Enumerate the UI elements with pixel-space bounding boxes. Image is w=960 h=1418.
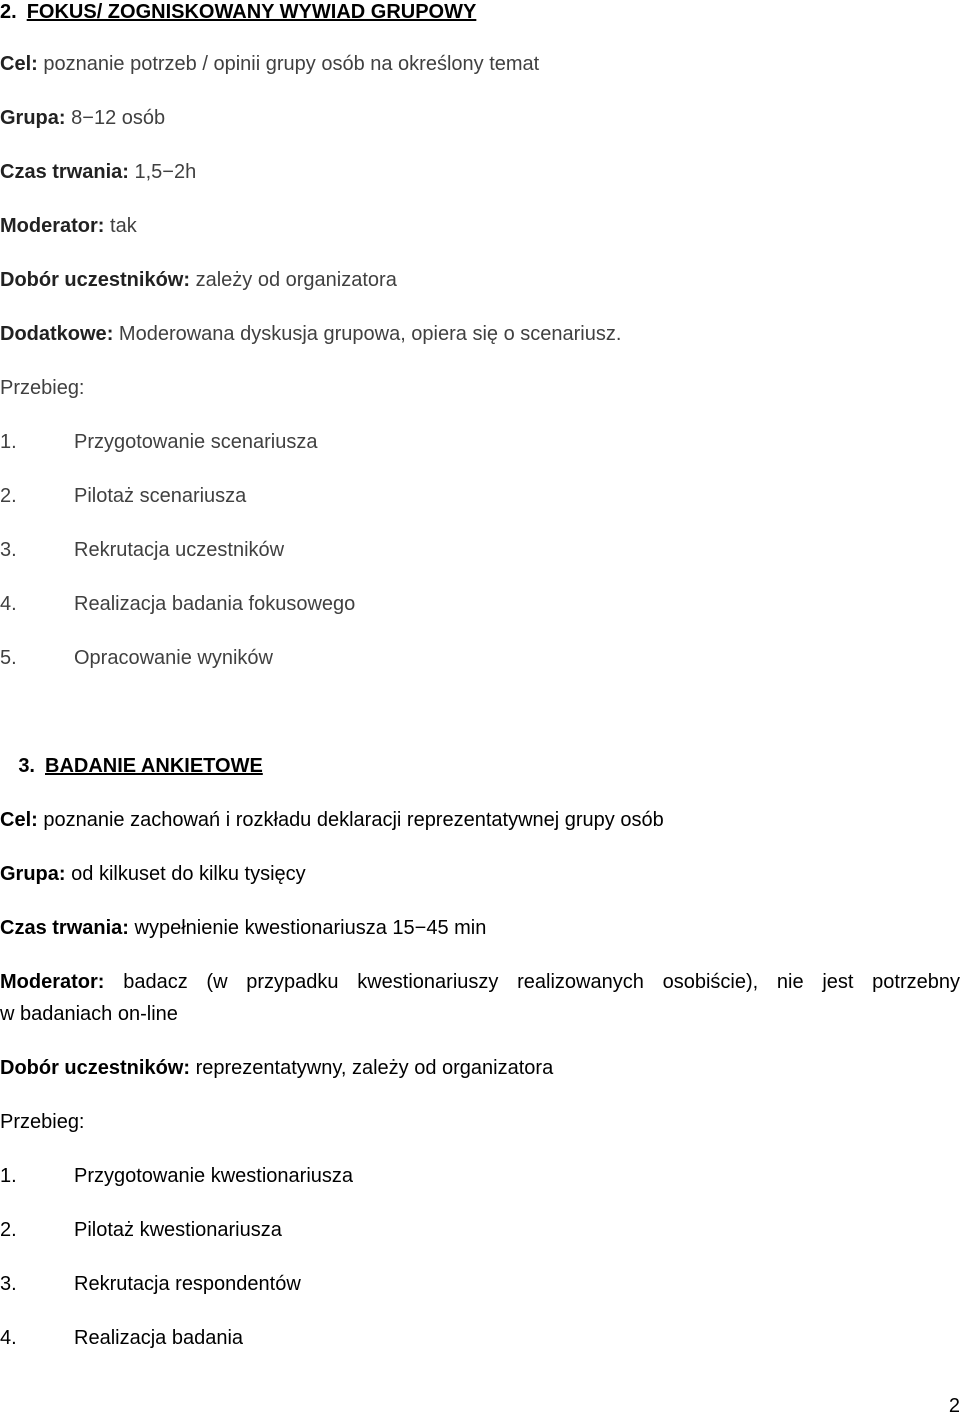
field-dobor-uczestnikow: Dobór uczestników: reprezentatywny, zależy od organizatora — [0, 1057, 554, 1079]
field-dodatkowe: Dodatkowe: Moderowana dyskusja grupowa, opiera się o scenariusz. — [0, 323, 622, 345]
list-item-number: 4. — [0, 1327, 17, 1349]
field-label: Cel — [0, 809, 32, 831]
field-label: Czas trwania — [0, 161, 123, 183]
list-item-text: Przygotowanie scenariusza — [74, 431, 318, 453]
field-label: Cel — [0, 53, 32, 75]
list-item-text: Pilotaż scenariusza — [74, 485, 247, 507]
list-item-text: Pilotaż kwestionariusza — [74, 1219, 282, 1241]
list-item-number: 1. — [0, 1165, 17, 1187]
section-heading — [0, 0, 960, 24]
field-label: Grupa — [0, 863, 59, 885]
field-value: reprezentatywny, zależy od organizatora — [195, 1057, 554, 1079]
list-item-text: Realizacja badania fokusowego — [74, 593, 356, 615]
field-value: Moderowana dyskusja grupowa, opiera się o scenariusz. — [118, 323, 622, 345]
section-heading — [0, 754, 960, 778]
field-label: Moderator — [0, 215, 98, 237]
list-item-number: 3. — [0, 1273, 17, 1295]
page-number: 2 — [948, 1395, 960, 1417]
field-grupa: Grupa: 8−12 osób — [0, 107, 166, 129]
field-label: Czas trwania — [0, 917, 123, 939]
list-item-number: 5. — [0, 647, 17, 669]
field-value: poznanie potrzeb / opinii grupy osób na określony temat — [43, 53, 540, 75]
list-item — [0, 1272, 960, 1296]
list-item-text: Przygotowanie kwestionariusza — [74, 1165, 354, 1187]
list-item-number: 4. — [0, 593, 17, 615]
field-grupa: Grupa: od kilkuset do kilku tysięcy — [0, 863, 306, 885]
list-item — [0, 1164, 960, 1188]
section-title: FOKUS/ ZOGNISKOWANY WYWIAD GRUPOWY — [26, 1, 477, 23]
field-value: badacz (w przypadku kwestionariuszy realizowanych osobiście), nie jest potrzebny — [123, 971, 960, 993]
field-value: 1,5−2h — [134, 161, 197, 183]
field-czas-trwania: Czas trwania: wypełnienie kwestionariusza 15−45 min — [0, 917, 487, 939]
list-item — [0, 430, 960, 454]
field-label: Dodatkowe — [0, 323, 107, 345]
field-label: Dobór uczestników — [0, 269, 184, 291]
field-value: zależy od organizatora — [195, 269, 397, 291]
field-moderator: Moderator: badacz (w przypadku kwestionariuszy realizowanych osobiście), nie jest potrzebny — [0, 971, 960, 993]
field-label: Grupa — [0, 107, 59, 129]
list-item-number: 2. — [0, 485, 17, 507]
section-title: BADANIE ANKIETOWE — [45, 755, 263, 777]
field-cel: Cel: poznanie zachowań i rozkładu deklaracji reprezentatywnej grupy osób — [0, 809, 664, 831]
field-cel: Cel: poznanie potrzeb / opinii grupy osób na określony temat — [0, 53, 540, 75]
przebieg-label: Przebieg: — [0, 1111, 85, 1133]
field-dobor-uczestnikow: Dobór uczestników: zależy od organizatora — [0, 269, 397, 291]
list-item — [0, 592, 960, 616]
list-item-text: Opracowanie wyników — [74, 647, 273, 669]
section-number: 3. — [18, 755, 35, 777]
field-value: poznanie zachowań i rozkładu deklaracji reprezentatywnej grupy osób — [43, 809, 664, 831]
field-value: tak — [110, 215, 137, 237]
field-value: 8−12 osób — [71, 107, 166, 129]
field-value: od kilkuset do kilku tysięcy — [71, 863, 306, 885]
field-moderator-continuation: w badaniach on-line — [0, 1003, 178, 1025]
list-item-text: Rekrutacja respondentów — [74, 1273, 301, 1295]
list-item — [0, 1218, 960, 1242]
section-number: 2. — [0, 1, 17, 23]
field-czas-trwania: Czas trwania: 1,5−2h — [0, 161, 197, 183]
field-label: Dobór uczestników — [0, 1057, 184, 1079]
list-item — [0, 1326, 960, 1350]
list-item-text: Realizacja badania — [74, 1327, 244, 1349]
list-item-number: 2. — [0, 1219, 17, 1241]
field-label: Moderator — [0, 971, 98, 993]
przebieg-label: Przebieg: — [0, 377, 85, 399]
list-item-number: 1. — [0, 431, 17, 453]
field-moderator: Moderator: tak — [0, 215, 137, 237]
field-value: wypełnienie kwestionariusza 15−45 min — [134, 917, 487, 939]
list-item — [0, 538, 960, 562]
list-item — [0, 646, 960, 670]
list-item — [0, 484, 960, 508]
list-item-text: Rekrutacja uczestników — [74, 539, 285, 561]
list-item-number: 3. — [0, 539, 17, 561]
